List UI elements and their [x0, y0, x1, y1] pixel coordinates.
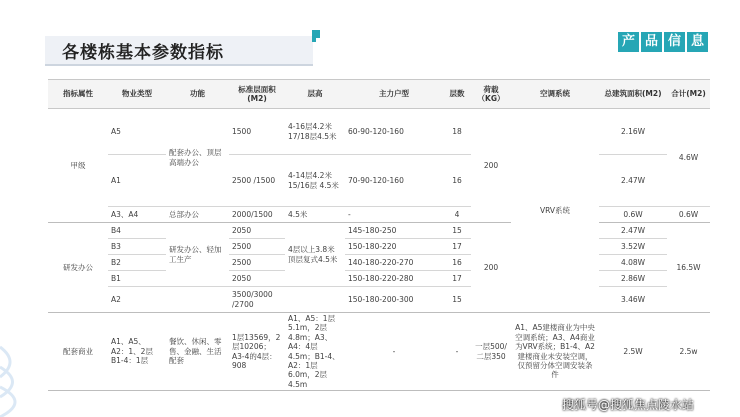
- type-cell: A3、A4: [108, 207, 166, 223]
- unit-cell: -: [345, 313, 443, 391]
- function-cell: 餐饮、休闲、零售、金融、生活配套: [166, 313, 229, 391]
- unit-cell: 140-180-220-270: [345, 255, 443, 271]
- type-cell: B4: [108, 223, 166, 239]
- unit-cell: 150-180-200-300: [345, 287, 443, 313]
- floors-cell: -: [443, 313, 471, 391]
- floors-cell: 15: [443, 223, 471, 239]
- gfa-cell: 2.47W: [599, 223, 667, 239]
- type-cell: A1: [108, 155, 166, 207]
- function-cell: 研发办公、轻加工生产: [166, 223, 229, 287]
- gfa-cell: 4.08W: [599, 255, 667, 271]
- badge-char: 产: [618, 32, 639, 52]
- height-cell: 4-16层4.2米 17/18层4.5米: [285, 109, 345, 155]
- floors-cell: 18: [443, 109, 471, 155]
- gfa-cell: 3.52W: [599, 239, 667, 255]
- column-header: 层数: [443, 80, 471, 109]
- total-cell: 0.6W: [667, 207, 710, 223]
- ac-detail-cell: A1、A5建楼商业为中央空调系统；A3、A4商业为VRV系统；B1-4、A2建楼商业未安装空调，仅预留分体空调安装条件: [511, 313, 599, 391]
- floors-cell: 16: [443, 155, 471, 207]
- floors-cell: 15: [443, 287, 471, 313]
- table-row: [48, 287, 710, 313]
- badge-char: 信: [664, 32, 685, 52]
- badge-char: 息: [687, 32, 708, 52]
- unit-cell: 150-180-220-280: [345, 271, 443, 287]
- type-cell: A5: [108, 109, 166, 155]
- unit-cell: 150-180-220: [345, 239, 443, 255]
- height-cell: 4层以上3.8米 顶层复式4.5米: [285, 223, 345, 287]
- unit-cell: 60-90-120-160: [345, 109, 443, 155]
- load-cell: 一层500/二层350: [471, 313, 511, 391]
- gfa-cell: 2.16W: [599, 109, 667, 155]
- column-header: 合计(M2): [667, 80, 710, 109]
- table-row: [48, 255, 710, 271]
- height-cell: 4-14层4.2米 15/16层 4.5米: [285, 155, 345, 207]
- column-header: 层高: [285, 80, 345, 109]
- total-cell: 4.6W: [667, 109, 710, 207]
- type-cell: B2: [108, 255, 166, 271]
- column-header: 标准层面积(M2): [229, 80, 285, 109]
- height-cell: A1、A5：1层5.1m，2层4.8m；A3、A4：4层4.5m；B1-4、A2：1层6.0m，2层4.5m: [285, 313, 345, 391]
- title-decoration: [312, 30, 320, 38]
- column-header: 功能: [166, 80, 229, 109]
- table-row: [48, 155, 710, 207]
- area-cell: 2500: [229, 239, 285, 255]
- unit-cell: 70-90-120-160: [345, 155, 443, 207]
- unit-cell: -: [345, 207, 443, 223]
- table-row: [48, 223, 710, 239]
- total-cell: 2.5w: [667, 313, 710, 391]
- table-row: [48, 239, 710, 255]
- column-header: 主力户型: [345, 80, 443, 109]
- floors-cell: 16: [443, 255, 471, 271]
- gfa-cell: 3.46W: [599, 287, 667, 313]
- title-decoration-small: [312, 38, 316, 42]
- ac-system-cell: VRV系统: [511, 109, 599, 313]
- floors-cell: 17: [443, 239, 471, 255]
- type-cell: A2: [108, 287, 166, 313]
- height-cell-empty: [285, 287, 345, 313]
- area-cell: 2000/1500: [229, 207, 285, 223]
- wave-decoration: [0, 327, 60, 417]
- height-cell: 4.5米: [285, 207, 345, 223]
- area-cell: 2500 /1500: [229, 155, 285, 207]
- area-cell: 3500/3000 /2700: [229, 287, 285, 313]
- badge-char: 品: [641, 32, 662, 52]
- type-cell: B3: [108, 239, 166, 255]
- column-header: 总建筑面积(M2): [599, 80, 667, 109]
- floors-cell: 17: [443, 271, 471, 287]
- table-header-row: [48, 80, 710, 109]
- watermark-text: 搜狐号@搜狐焦点陵水站: [562, 398, 695, 412]
- attr-cell: 甲级: [48, 109, 108, 223]
- parameter-table: [48, 79, 710, 391]
- gfa-cell: 2.5W: [599, 313, 667, 391]
- gfa-cell: 2.47W: [599, 155, 667, 207]
- area-cell: 1层13569，2层10206；A3-4的4层：908: [229, 313, 285, 391]
- area-cell: 2050: [229, 223, 285, 239]
- attr-cell: 配套商业: [48, 313, 108, 391]
- area-cell: 2500: [229, 255, 285, 271]
- attr-cell: 研发办公: [48, 223, 108, 313]
- page-title: 各楼栋基本参数指标: [62, 43, 224, 63]
- table-row: [48, 207, 710, 223]
- gfa-cell: 0.6W: [599, 207, 667, 223]
- unit-cell: 145-180-250: [345, 223, 443, 239]
- table-row: [48, 313, 710, 391]
- function-cell: 总部办公: [166, 207, 229, 223]
- gfa-cell: 2.86W: [599, 271, 667, 287]
- area-cell: 1500: [229, 109, 285, 155]
- floors-cell: 4: [443, 207, 471, 223]
- function-cell: 配套办公、顶层高端办公: [166, 109, 229, 207]
- type-cell: B1: [108, 271, 166, 287]
- product-info-badge: [618, 32, 708, 52]
- load-cell: 200: [471, 223, 511, 313]
- total-cell: 16.5W: [667, 223, 710, 313]
- function-cell-empty: [166, 287, 229, 313]
- area-cell: 2050: [229, 271, 285, 287]
- type-cell: A1、A5、A2：1、2层 B1-4：1层: [108, 313, 166, 391]
- column-header: 空调系统: [511, 80, 599, 109]
- load-cell: 200: [471, 109, 511, 223]
- table-row: [48, 109, 710, 155]
- column-header: 物业类型: [108, 80, 166, 109]
- column-header: 荷载（KG）: [471, 80, 511, 109]
- table-row: [48, 271, 710, 287]
- column-header: 指标属性: [48, 80, 108, 109]
